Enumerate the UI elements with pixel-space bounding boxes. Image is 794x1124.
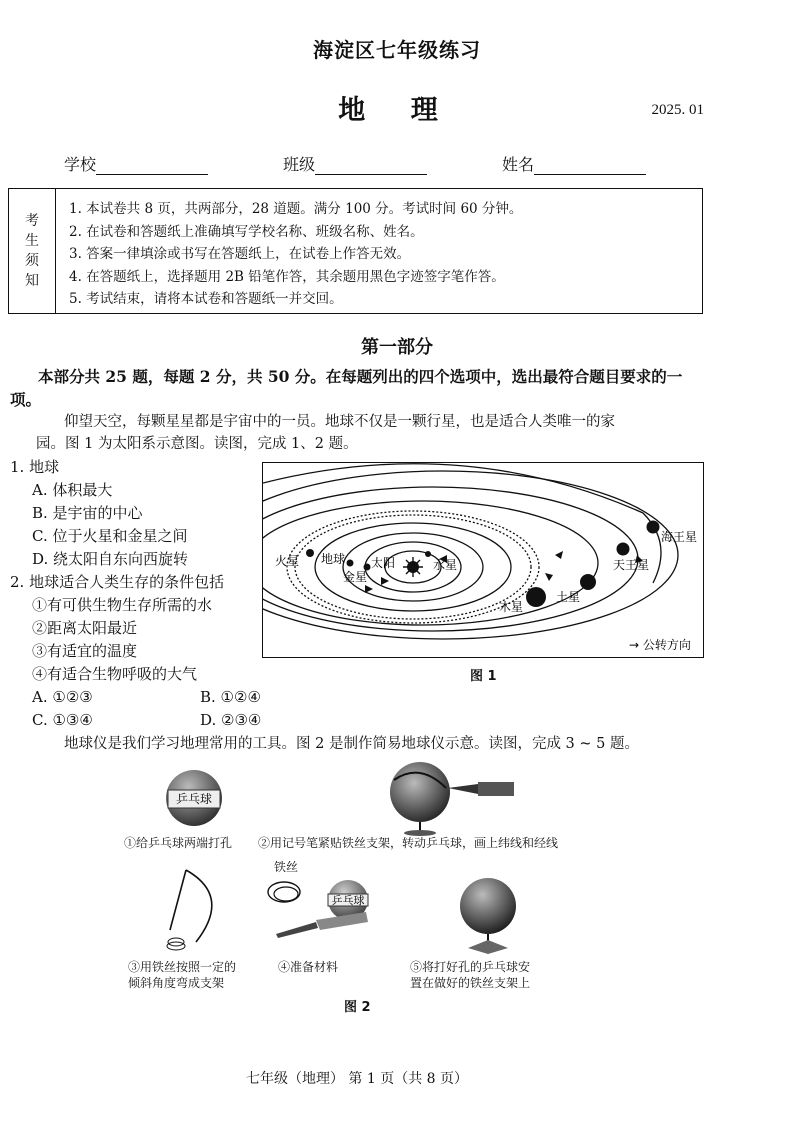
notice-heading: 考 生 须 知: [9, 189, 56, 313]
school-label: 学校: [64, 155, 97, 174]
class-blank[interactable]: [315, 156, 427, 175]
q2-option-d[interactable]: D. ②③④: [200, 711, 262, 729]
q2-option-a[interactable]: A. ①②③: [32, 688, 93, 706]
step-1-caption: ①给乒乓球两端打孔: [124, 836, 233, 850]
globe-making-figure: [118, 758, 618, 1018]
saturn-dot: [580, 574, 596, 590]
intro-1-line-2: 园。图 1 为太阳系示意图。读图，完成 1、2 题。: [36, 436, 358, 452]
q2-condition: ③有适宜的温度: [32, 642, 138, 660]
name-blank[interactable]: [534, 156, 646, 175]
q2-option-b[interactable]: B. ①②④: [200, 688, 261, 706]
ping-pong-ball-icon: [164, 768, 224, 828]
notice-item: 1. 本试卷共 8 页，共两部分，28 道题。满分 100 分。考试时间 60 分钟。: [69, 201, 523, 217]
figure-2-caption: 图 2: [344, 1000, 371, 1015]
uranus-dot: [617, 543, 630, 556]
part-instruction: 本部分共 25 题，每题 2 分，共 50 分。在每题列出的四个选项中，选出最符合题目要求的一项。: [10, 367, 683, 409]
q2-option-c[interactable]: C. ①③④: [32, 711, 93, 729]
step-2-caption: ②用记号笔紧贴铁丝支架，转动乒乓球，画上纬线和经线: [258, 836, 559, 850]
name-field: [502, 152, 646, 175]
q1-option-a[interactable]: A. 体积最大: [32, 481, 113, 499]
exam-notice-box: [8, 188, 703, 314]
neptune-dot: [647, 521, 660, 534]
q1-option-d[interactable]: D. 绕太阳自东向西旋转: [32, 550, 189, 568]
label-saturn: 土星: [556, 590, 581, 604]
class-field: [283, 152, 427, 175]
notice-item: 3. 答案一律填涂或书写在答题纸上，在试卷上作答无效。: [69, 246, 411, 262]
class-label: 班级: [283, 155, 316, 174]
label-sun: 太阳: [371, 556, 396, 570]
q2-condition: ④有适合生物呼吸的大气: [32, 665, 198, 683]
label-earth: 地球: [321, 552, 346, 566]
wire-label: 铁丝: [274, 860, 299, 874]
solar-system-diagram: [263, 463, 703, 657]
label-mars: 火星: [275, 554, 300, 568]
label-venus: 金星: [343, 570, 368, 584]
label-mercury: 水星: [433, 558, 458, 572]
question-2-stem: 2. 地球适合人类生存的条件包括: [10, 573, 225, 591]
exam-date: 2025. 01: [651, 102, 704, 118]
ball-label: 乒乓球: [175, 792, 213, 806]
part-title: 第一部分: [361, 337, 433, 358]
page-footer: 七年级（地理） 第 1 页（共 8 页）: [245, 1071, 469, 1087]
notice-items: [69, 198, 522, 311]
notice-item: 4. 在答题纸上，选择题用 2B 铅笔作答，其余题用黑色字迹签字笔作答。: [69, 268, 505, 285]
step-3-caption-line-2: 倾斜角度弯成支架: [128, 976, 225, 990]
label-direction: → 公转方向: [629, 638, 691, 652]
subject-title: 地 理: [338, 95, 456, 126]
label-uranus: 天王星: [613, 558, 650, 572]
q1-option-c[interactable]: C. 位于火星和金星之间: [32, 527, 188, 545]
q2-condition: ②距离太阳最近: [32, 619, 138, 637]
question-1-stem: 1. 地球: [10, 458, 60, 476]
materials-icon: [256, 872, 376, 952]
school-field: [64, 152, 208, 175]
globe-with-marker-icon: [386, 758, 526, 838]
label-neptune: 海王星: [661, 530, 698, 544]
orbit-arrow-icons: [365, 551, 643, 593]
step-4-caption: ④准备材料: [278, 960, 339, 974]
step-5-caption-line-2: 置在做好的铁丝支架上: [410, 976, 531, 990]
label-jupiter: 木星: [499, 600, 524, 614]
notice-item: 5. 考试结束，请将本试卷和答题纸一并交回。: [69, 291, 343, 307]
jupiter-dot: [526, 587, 546, 607]
mars-dot: [306, 549, 314, 557]
bent-wire-icon: [156, 866, 226, 956]
finished-globe-icon: [454, 876, 524, 956]
intro-2: 地球仪是我们学习地理常用的工具。图 2 是制作简易地球仪示意。读图，完成 3 ~ 5 题。: [64, 736, 639, 752]
exam-title: 海淀区七年级练习: [313, 38, 481, 62]
sun-icon: [403, 557, 423, 577]
notice-item: 2. 在试卷和答题纸上准确填写学校名称、班级名称、姓名。: [69, 223, 424, 240]
figure-1-caption: 图 1: [470, 669, 497, 684]
mercury-dot: [425, 551, 431, 557]
solar-system-figure: [262, 462, 704, 658]
q2-condition: ①有可供生物生存所需的水: [32, 596, 213, 614]
ball-label-2: 乒乓球: [331, 894, 365, 907]
step-3-caption-line-1: ③用铁丝按照一定的: [128, 960, 237, 974]
intro-1-line-1: 仰望天空，每颗星星都是宇宙中的一员。地球不仅是一颗行星，也是适合人类唯一的家: [64, 414, 615, 430]
school-blank[interactable]: [96, 156, 208, 175]
earth-dot: [347, 560, 354, 567]
step-5-caption-line-1: ⑤将打好孔的乒乓球安: [410, 960, 531, 974]
name-label: 姓名: [502, 155, 535, 174]
q1-option-b[interactable]: B. 是宇宙的中心: [32, 504, 143, 522]
